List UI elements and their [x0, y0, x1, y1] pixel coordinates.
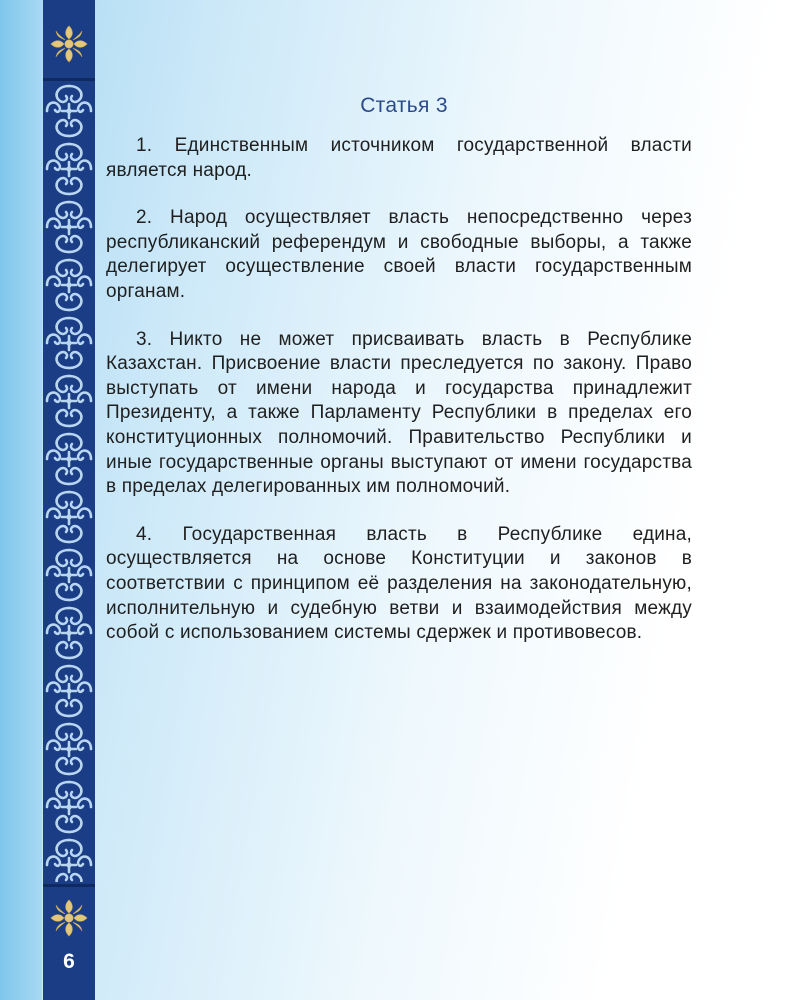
kazakh-ornament-pattern — [43, 82, 95, 882]
article-title: Статья 3 — [360, 94, 448, 117]
strip-divider — [43, 78, 95, 81]
article-paragraph-4: 4. Государственная власть в Республике едина, осуществляется на основе Конституции и законов в соответствии с принципом её разделения на законодательную, исполнительную и судебную ветви и взаимодействия между собой с использованием системы сдержек и противовесов. — [106, 523, 692, 644]
article-paragraph-2: 2. Народ осуществляет власть непосредственно через республиканский референдум и свободные выборы, а также делегирует осуществление своей власти государственным органам. — [106, 207, 692, 302]
article-paragraph-1: 1. Единственным источником государственной власти является народ. — [106, 135, 692, 181]
fleur-ornament-icon — [43, 18, 95, 70]
article-body — [106, 94, 692, 669]
page-number: 6 — [63, 950, 75, 973]
strip-divider — [43, 884, 95, 887]
ornamental-side-strip — [43, 0, 95, 1000]
fleur-ornament-icon — [43, 892, 95, 944]
article-paragraph-3: 3. Никто не может присваивать власть в Республике Казахстан. Присвоение власти преследуется по закону. Право выступать от имени народа и государства принадлежит Президенту, а также Парламенту Республики в пределах его конституционных полномочий. Правительство Республики и иные государственные органы выступают от имени государства в пределах делегированных им полномочий. — [106, 328, 692, 498]
page-edge-gradient — [0, 0, 42, 1000]
